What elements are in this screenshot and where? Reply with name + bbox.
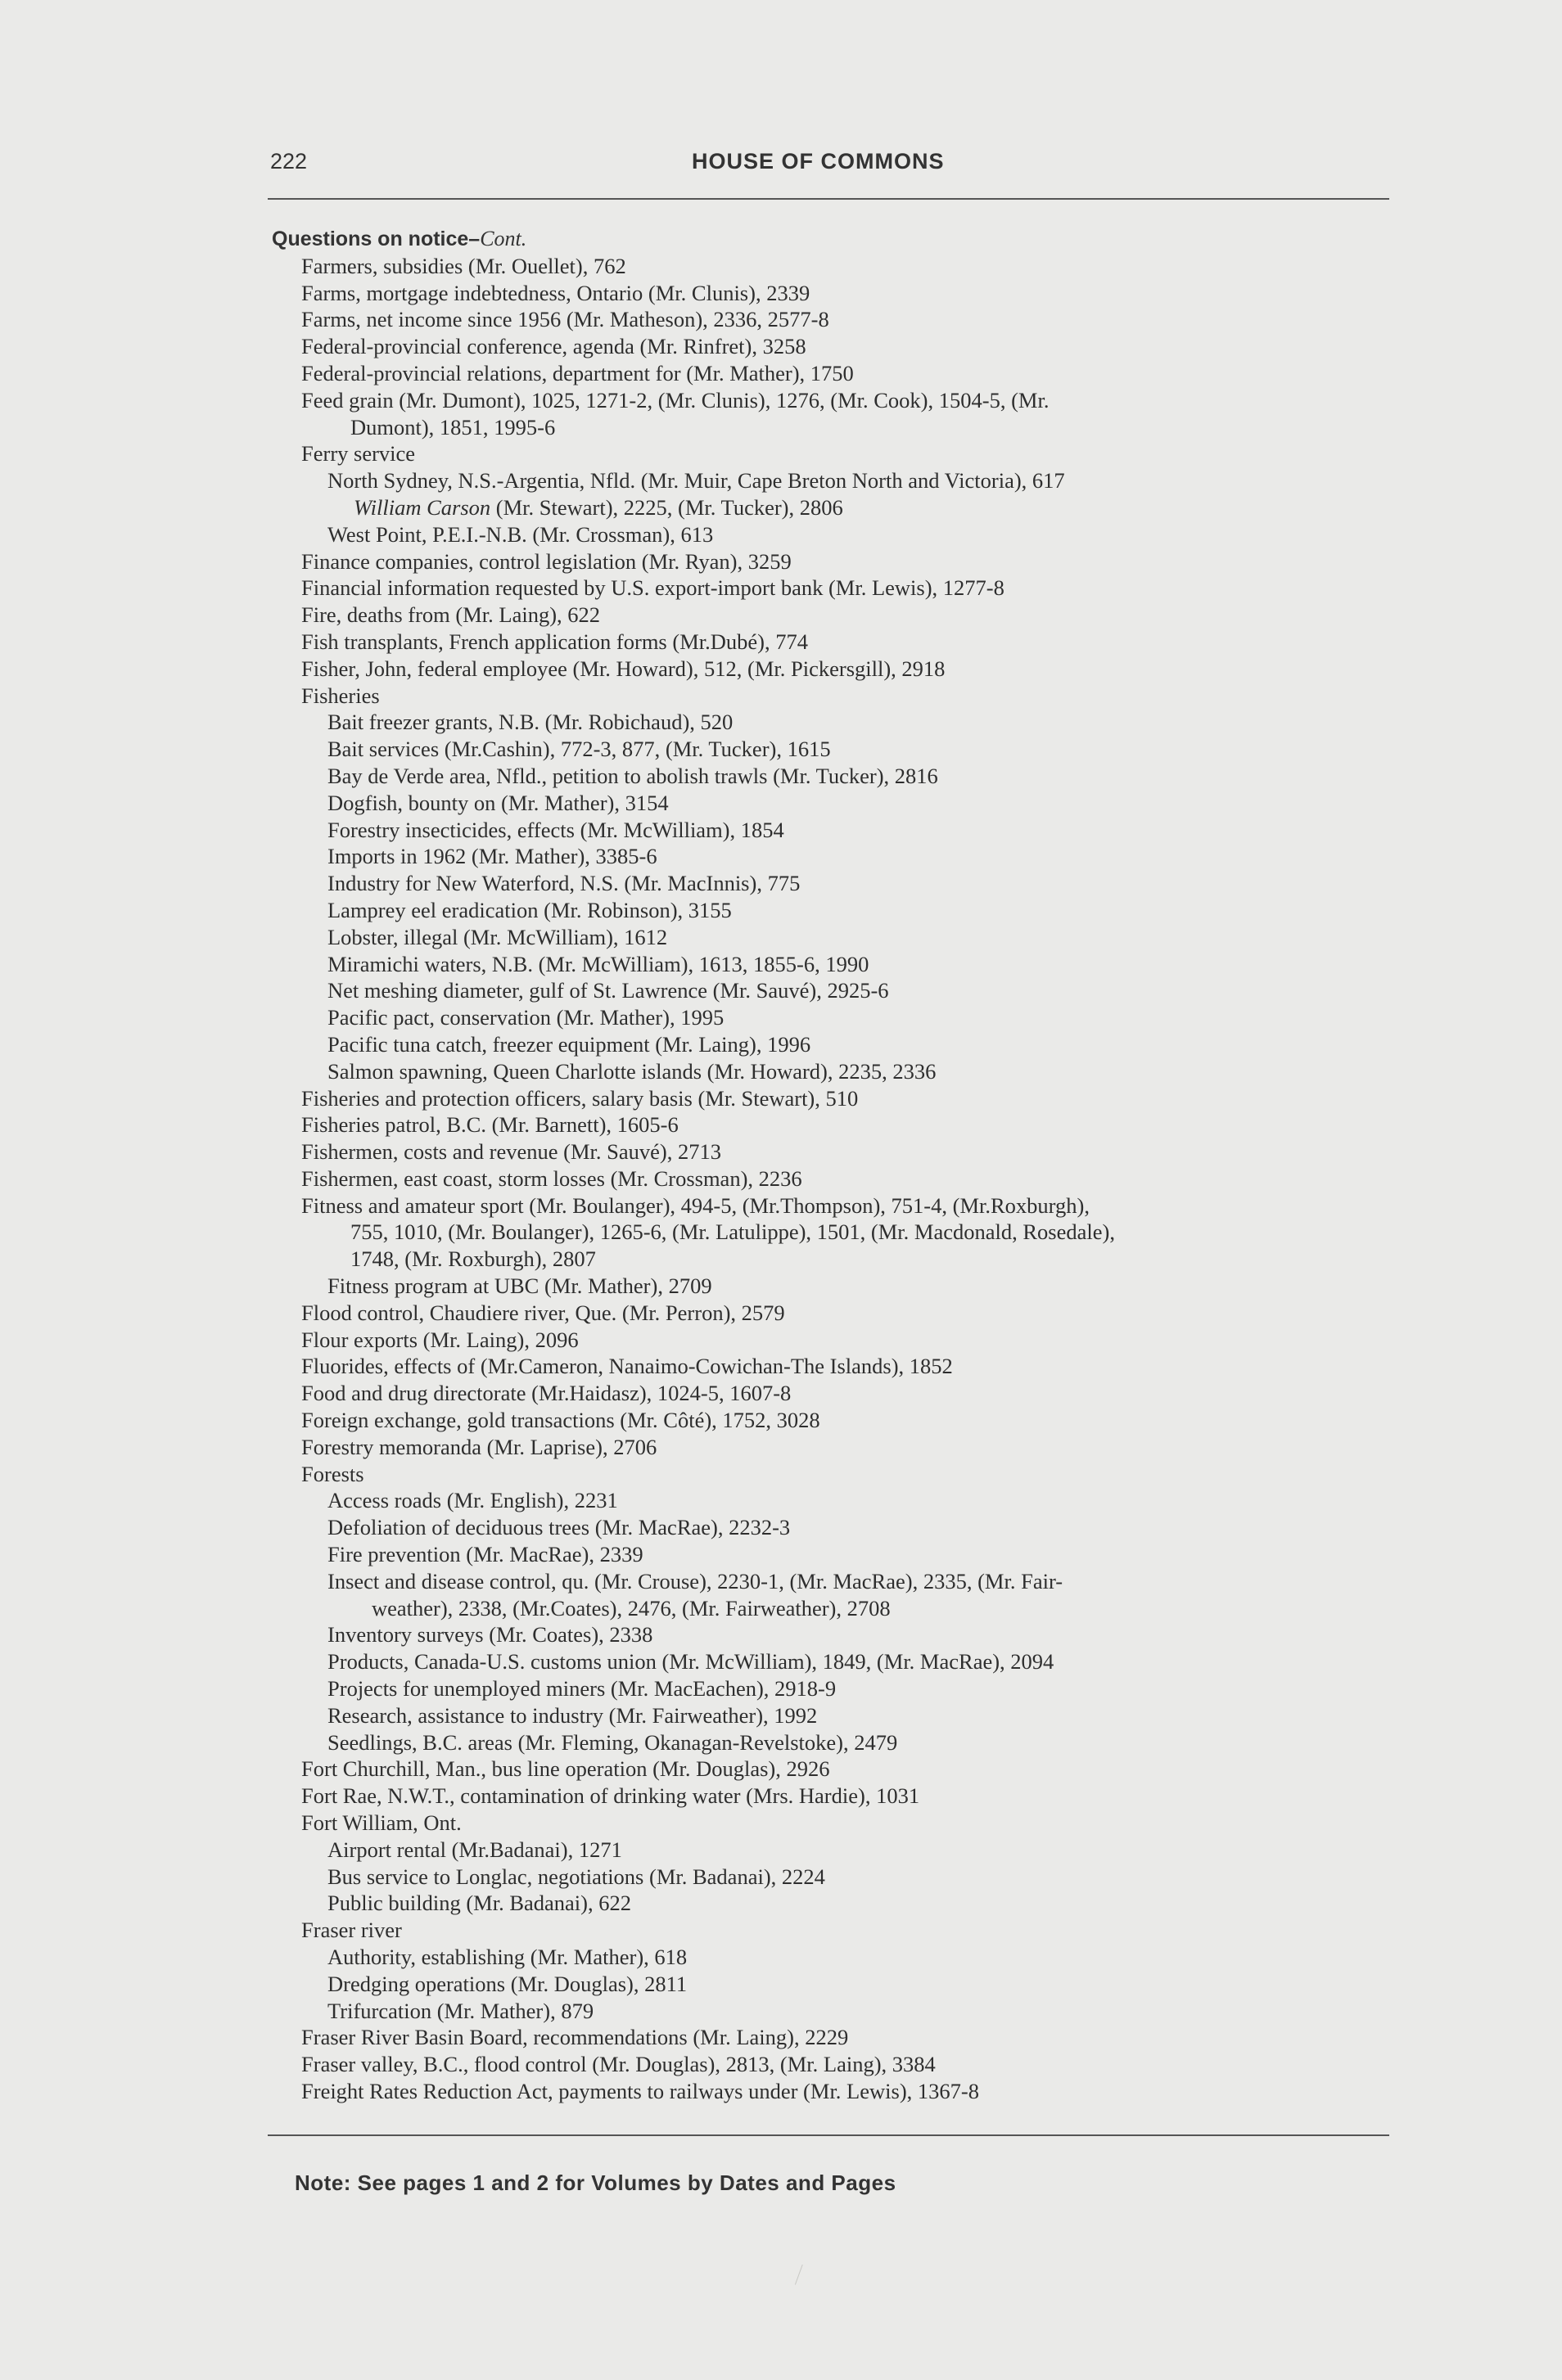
index-entry: Foreign exchange, gold transactions (Mr. Côté), 1752, 3028 xyxy=(301,1408,820,1433)
index-entry-continuation: 755, 1010, (Mr. Boulanger), 1265-6, (Mr. Latulippe), 1501, (Mr. Macdonald, Rosedale), xyxy=(350,1219,1115,1245)
index-entry: Finance companies, control legislation (Mr. Ryan), 3259 xyxy=(301,548,792,574)
index-entry: Fisher, John, federal employee (Mr. Howard), 512, (Mr. Pickersgill), 2918 xyxy=(301,656,946,681)
index-entry-continuation: Dumont), 1851, 1995-6 xyxy=(350,414,556,439)
index-entry-continuation: 1748, (Mr. Roxburgh), 2807 xyxy=(350,1246,596,1272)
index-subentry: Pacific pact, conservation (Mr. Mather), 1995 xyxy=(327,1005,725,1030)
index-subentry: Products, Canada-U.S. customs union (Mr. McWilliam), 1849, (Mr. MacRae), 2094 xyxy=(327,1649,1054,1675)
section-heading xyxy=(272,226,1393,253)
index-subentry: Miramichi waters, N.B. (Mr. McWilliam), 1613, 1855-6, 1990 xyxy=(327,951,869,976)
index-entry: Fitness and amateur sport (Mr. Boulanger), 494-5, (Mr.Thompson), 751-4, (Mr.Roxburgh), xyxy=(301,1192,1090,1218)
index-entry: Farms, mortgage indebtedness, Ontario (Mr. Clunis), 2339 xyxy=(301,280,810,305)
index-subentry: Seedlings, B.C. areas (Mr. Fleming, Okanagan-Revelstoke), 2479 xyxy=(327,1729,898,1755)
running-head: HOUSE OF COMMONS xyxy=(692,149,945,174)
index-entry: Fraser valley, B.C., flood control (Mr. Douglas), 2813, (Mr. Laing), 3384 xyxy=(301,2052,936,2077)
index-entry: Ferry service xyxy=(301,441,416,467)
index-entry: Fort Churchill, Man., bus line operation (Mr. Douglas), 2926 xyxy=(301,1756,830,1782)
paper-mark xyxy=(795,2265,810,2288)
index-subentry: Bay de Verde area, Nfld., petition to abolish trawls (Mr. Tucker), 2816 xyxy=(327,763,938,788)
index-entry: Feed grain (Mr. Dumont), 1025, 1271-2, (Mr. Clunis), 1276, (Mr. Cook), 1504-5, (Mr. xyxy=(301,387,1050,412)
index-subentry: Authority, establishing (Mr. Mather), 618 xyxy=(327,1945,688,1969)
index-entry: Fishermen, costs and revenue (Mr. Sauvé), 2713 xyxy=(301,1139,721,1165)
index-subentry: Insect and disease control, qu. (Mr. Crouse), 2230-1, (Mr. MacRae), 2335, (Mr. Fair- xyxy=(327,1568,1063,1593)
index-entry: Fire, deaths from (Mr. Laing), 622 xyxy=(301,602,601,628)
index-entry: Fisheries patrol, B.C. (Mr. Barnett), 1605-6 xyxy=(301,1112,679,1138)
index-list xyxy=(272,226,1393,2105)
footer-note: Note: See pages 1 and 2 for Volumes by Dates and Pages xyxy=(295,2170,896,2195)
index-subentry: Imports in 1962 (Mr. Mather), 3385-6 xyxy=(327,844,657,869)
index-subentry: Net meshing diameter, gulf of St. Lawrence (Mr. Sauvé), 2925-6 xyxy=(327,978,889,1003)
header-rule xyxy=(268,198,1389,200)
index-subentry: Airport rental (Mr.Badanai), 1271 xyxy=(327,1837,622,1862)
page-number: 222 xyxy=(270,149,308,174)
index-subentry: North Sydney, N.S.-Argentia, Nfld. (Mr. Muir, Cape Breton North and Victoria), 617 xyxy=(327,468,1065,494)
index-entry: Fraser River Basin Board, recommendations (Mr. Laing), 2229 xyxy=(301,2025,849,2050)
index-entry-continuation: weather), 2338, (Mr.Coates), 2476, (Mr. Fairweather), 2708 xyxy=(372,1595,891,1620)
index-subentry: Dogfish, bounty on (Mr. Mather), 3154 xyxy=(327,790,669,815)
index-entry: Fish transplants, French application forms (Mr.Dubé), 774 xyxy=(301,629,808,654)
section-heading-text: Questions on notice– xyxy=(272,228,481,250)
index-subentry xyxy=(272,494,1393,521)
index-entry: Fort Rae, N.W.T., contamination of drinking water (Mrs. Hardie), 1031 xyxy=(301,1783,920,1809)
index-entry-text: (Mr. Stewart), 2225, (Mr. Tucker), 2806 xyxy=(490,494,843,520)
index-entry: Federal-provincial conference, agenda (Mr. Rinfret), 3258 xyxy=(301,334,806,359)
index-entry: Fort William, Ont. xyxy=(301,1810,462,1836)
index-subentry: Pacific tuna catch, freezer equipment (Mr. Laing), 1996 xyxy=(327,1031,811,1057)
section-heading-cont: Cont. xyxy=(480,227,527,250)
index-entry: Freight Rates Reduction Act, payments to railways under (Mr. Lewis), 1367-8 xyxy=(301,2078,979,2103)
index-subentry: Dredging operations (Mr. Douglas), 2811 xyxy=(327,1971,688,1996)
index-subentry: Lobster, illegal (Mr. McWilliam), 1612 xyxy=(327,924,668,949)
index-entry: Fisheries and protection officers, salary basis (Mr. Stewart), 510 xyxy=(301,1085,859,1111)
index-entry-italic: William Carson xyxy=(354,494,491,520)
index-subentry: Access roads (Mr. English), 2231 xyxy=(327,1488,618,1513)
index-subentry: Fire prevention (Mr. MacRae), 2339 xyxy=(327,1542,643,1567)
index-entry: Fishermen, east coast, storm losses (Mr. Crossman), 2236 xyxy=(301,1165,802,1191)
index-entry: Financial information requested by U.S. export-import bank (Mr. Lewis), 1277-8 xyxy=(301,575,1004,601)
index-subentry: Bait freezer grants, N.B. (Mr. Robichaud), 520 xyxy=(327,710,734,735)
index-entry: Fluorides, effects of (Mr.Cameron, Nanaimo-Cowichan-The Islands), 1852 xyxy=(301,1354,953,1379)
index-subentry: Trifurcation (Mr. Mather), 879 xyxy=(327,1998,594,2023)
index-entry: Flood control, Chaudiere river, Que. (Mr. Perron), 2579 xyxy=(301,1300,785,1325)
index-subentry: Defoliation of deciduous trees (Mr. MacRae), 2232-3 xyxy=(327,1515,791,1540)
index-subentry: Salmon spawning, Queen Charlotte islands (Mr. Howard), 2235, 2336 xyxy=(327,1058,937,1084)
footer-rule xyxy=(268,2134,1389,2136)
index-entry: Forestry memoranda (Mr. Laprise), 2706 xyxy=(301,1434,657,1459)
index-subentry: West Point, P.E.I.-N.B. (Mr. Crossman), 613 xyxy=(327,521,714,547)
index-subentry: Lamprey eel eradication (Mr. Robinson), 3155 xyxy=(327,897,732,922)
index-entry: Food and drug directorate (Mr.Haidasz), 1024-5, 1607-8 xyxy=(301,1381,792,1406)
index-entry: Fraser river xyxy=(301,1918,402,1943)
index-entry: Farmers, subsidies (Mr. Ouellet), 762 xyxy=(301,253,626,278)
index-entry: Flour exports (Mr. Laing), 2096 xyxy=(301,1327,579,1352)
index-entry: Farms, net income since 1956 (Mr. Matheson), 2336, 2577-8 xyxy=(301,307,829,332)
index-subentry: Industry for New Waterford, N.S. (Mr. MacInnis), 775 xyxy=(327,871,801,896)
index-subentry: Fitness program at UBC (Mr. Mather), 2709 xyxy=(327,1273,712,1299)
index-subentry: Bus service to Longlac, negotiations (Mr. Badanai), 2224 xyxy=(327,1864,825,1889)
index-entry: Forests xyxy=(301,1461,364,1486)
index-entry: Fisheries xyxy=(301,683,380,708)
index-subentry: Forestry insecticides, effects (Mr. McWilliam), 1854 xyxy=(327,817,784,842)
index-subentry: Projects for unemployed miners (Mr. MacEachen), 2918-9 xyxy=(327,1676,837,1702)
index-entry: Federal-provincial relations, department for (Mr. Mather), 1750 xyxy=(301,360,854,385)
index-subentry: Research, assistance to industry (Mr. Fairweather), 1992 xyxy=(327,1702,818,1728)
index-subentry: Inventory surveys (Mr. Coates), 2338 xyxy=(327,1622,653,1648)
index-subentry: Public building (Mr. Badanai), 622 xyxy=(327,1891,631,1916)
index-subentry: Bait services (Mr.Cashin), 772-3, 877, (Mr. Tucker), 1615 xyxy=(327,737,831,762)
